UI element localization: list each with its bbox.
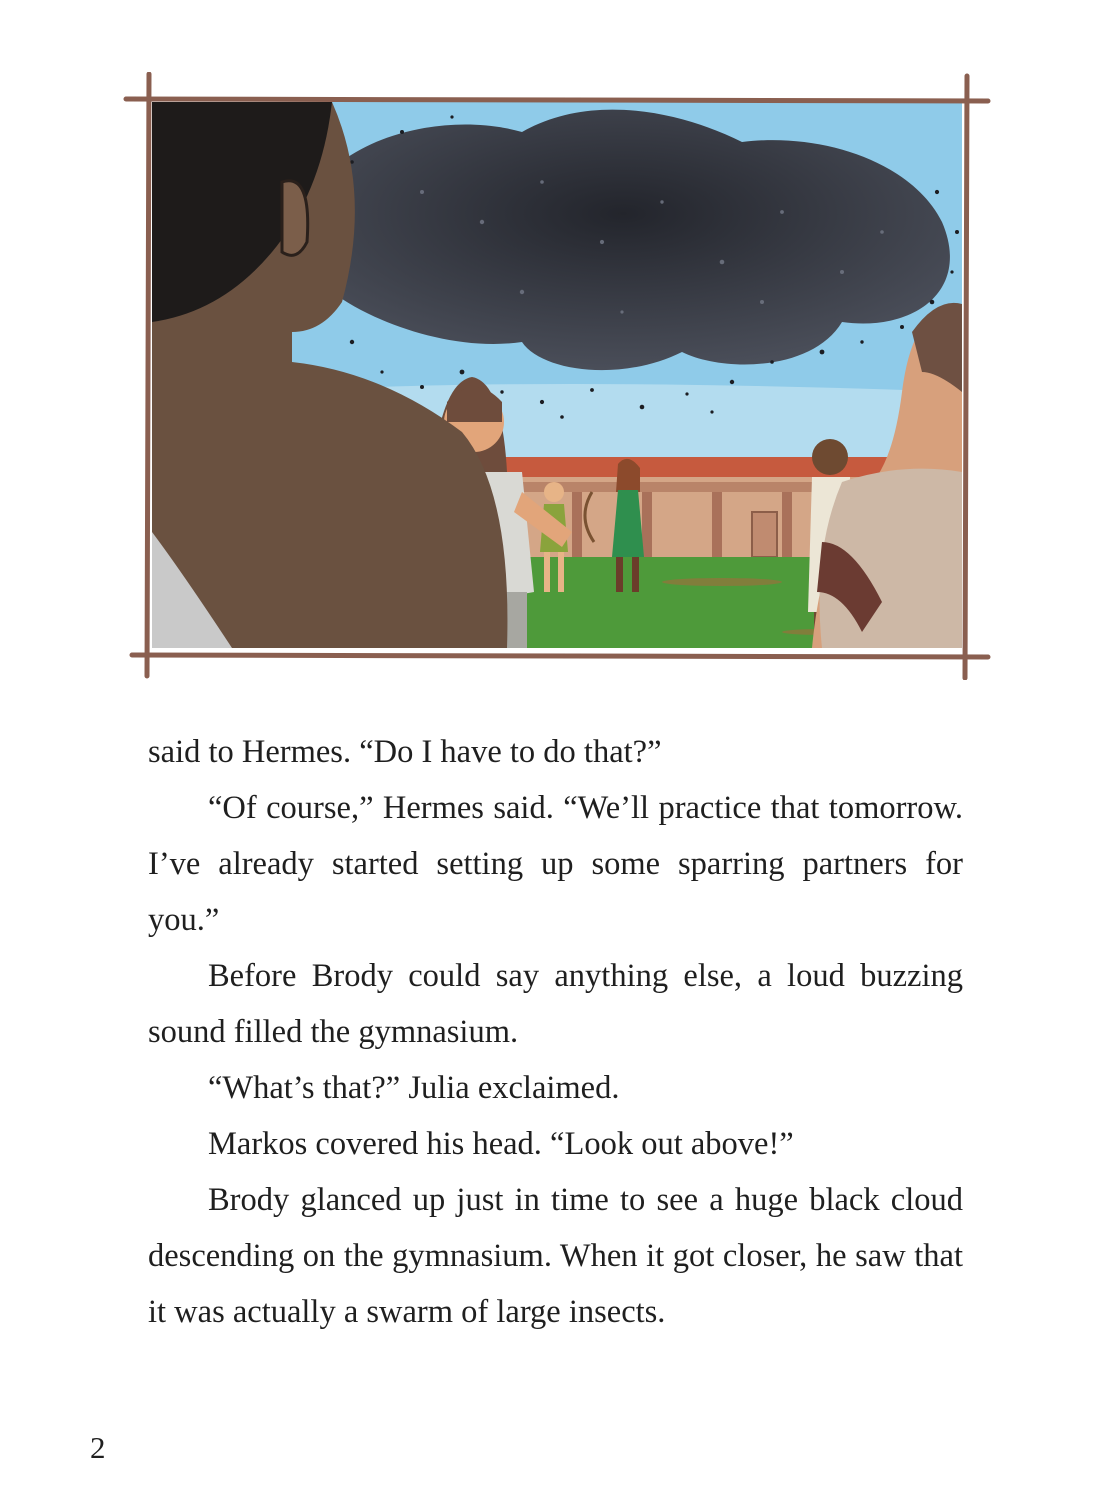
paragraph-3: Before Brody could say anything else, a loud buzzing sound filled the gymnasium. [148, 958, 963, 1050]
page-number: 2 [90, 1430, 106, 1465]
paragraph-2: “Of course,” Hermes said. “We’ll practice that tomorrow. I’ve already started setting up some sparring partners for you.” [148, 790, 963, 938]
paragraph-6: Brody glanced up just in time to see a huge black cloud descending on the gymnasium. When it got closer, he saw that it was actually a swarm of large insects. [148, 1182, 963, 1330]
illustration-art [122, 72, 992, 680]
story-text [148, 724, 963, 1340]
story-illustration [122, 72, 992, 680]
paragraph-5: Markos covered his head. “Look out above!” [208, 1126, 794, 1162]
paragraph-4: “What’s that?” Julia exclaimed. [208, 1070, 620, 1106]
paragraph-1: said to Hermes. “Do I have to do that?” [148, 734, 662, 770]
